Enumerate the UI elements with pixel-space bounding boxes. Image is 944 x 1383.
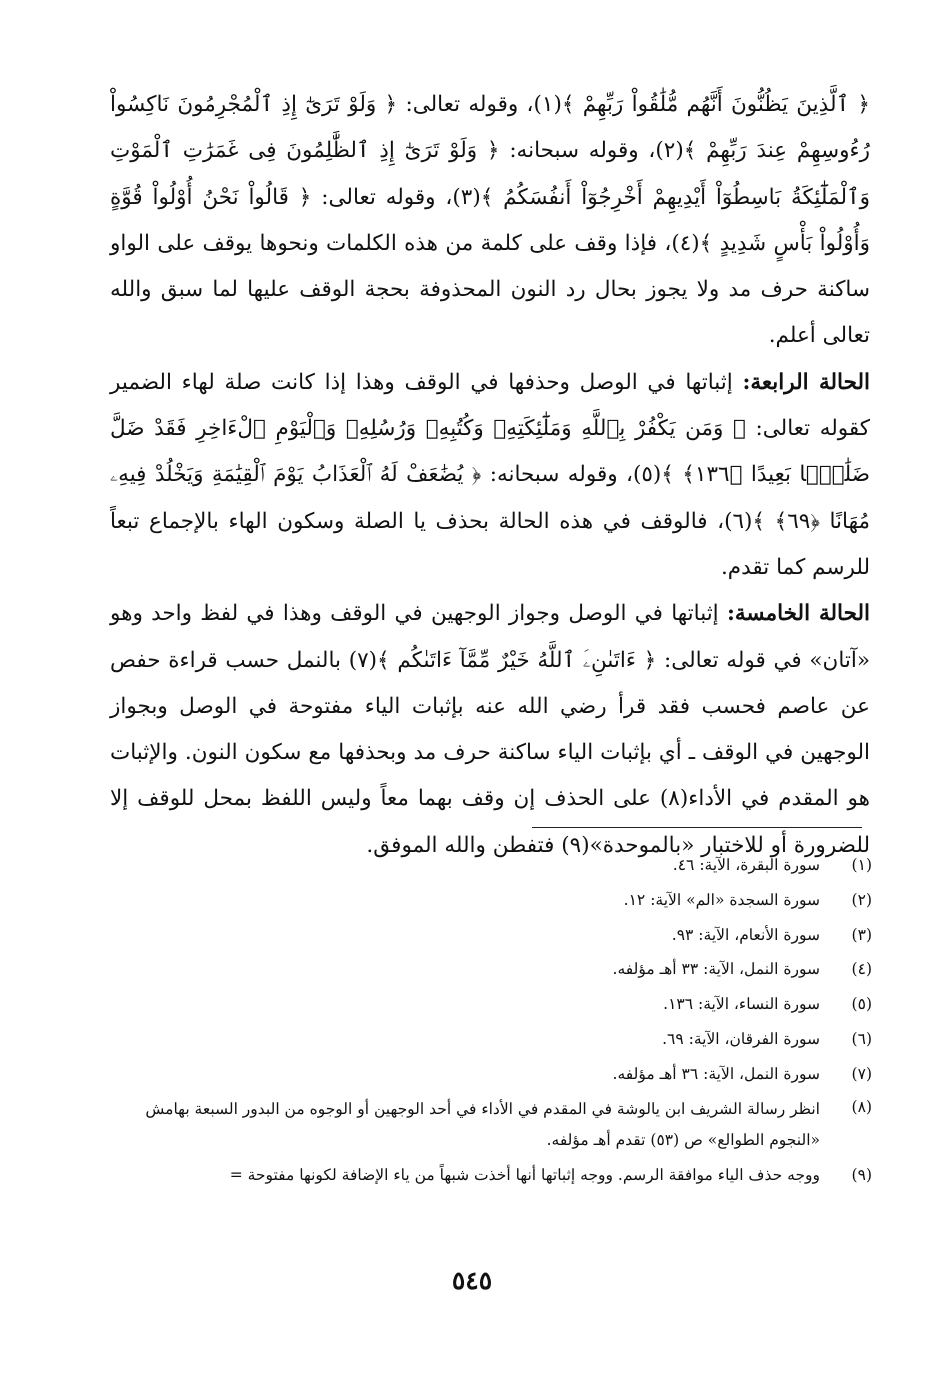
footnote <box>110 1057 872 1092</box>
footnote <box>110 952 872 987</box>
paragraph-text: إثباتها في الوصل وجواز الوجهين في الوقف وهذا في لفظ واحد وهو «آتان» في قوله تعالى: ﴿ ءَاتَىٰنِۦَ ٱللَّهُ خَيْرٌ مِّمَّآ ءَاتَىٰكُم ﴾(٧) بالنمل حسب قراءة حفص عن عاصم فحسب فقد قرأ رضي الله عنه بإثبات الياء مفتوحة في الوصل وبجواز الوجهين في الوقف ـ أي بإثبات الياء ساكنة حرف مد وبحذفها مع سكون النون. والإثبات هو المقدم في الأداء(٨) على الحذف إن وقف بهما معاً وليس اللفظ بمحل للوقف إلا للضرورة أو للاختبار «بالموحدة»(٩) فتفطن والله الموفق. <box>110 601 870 858</box>
footnote-text: سورة النمل، الآية: ٣٦ أهـ مؤلفه. <box>612 1064 820 1083</box>
footnote-number: (٧) <box>851 1064 872 1083</box>
footnote <box>110 883 872 918</box>
page-number: ٥٤٥ <box>451 1266 493 1295</box>
footnote-number: (١) <box>851 856 872 874</box>
footnote-number: (٩) <box>851 1165 872 1184</box>
footnote-text: ووجه حذف الياء موافقة الرسم. ووجه إثباتها أنها أخذت شبهاً من ياء الإضافة لكونها مفتوحة = <box>229 1165 820 1184</box>
footnote-separator <box>532 827 862 828</box>
paragraph-text: إثباتها في الوصل وحذفها في الوقف وهذا إذا كانت صلة لهاء الضمير كقوله تعالى: ﴿ وَمَن يَكْفُرْ بِٱللَّهِ وَمَلَٰٓئِكَتِهِۦ وَكُتُبِهِۦ وَرُسُلِهِۦ وَٱلْيَوْمِ ٱلْءَاخِرِ فَقَدْ ضَلَّ ضَلَٰلًۢا بَعِيدًا ﴿١٣٦﴾ ﴾(٥)، وقوله سبحانه: ﴿ يُضَٰعَفْ لَهُ ٱلْعَذَابُ يَوْمَ ٱلْقِيَٰمَةِ وَيَخْلُدْ فِيهِۦ مُهَانًا ﴿٦٩﴾ ﴾(٦)، فالوقف في هذه الحالة بحذف يا الصلة وسكون الهاء بالإجماع تبعاً للرسم كما تقدم. <box>110 369 871 580</box>
footnote-number: (٨) <box>851 1097 872 1116</box>
footnotes <box>110 848 872 1192</box>
footnote-text: سورة النمل، الآية: ٣٣ أهـ مؤلفه. <box>612 960 820 979</box>
paragraph-heading: الحالة الرابعة: <box>742 369 870 395</box>
footnote-text: انظر رسالة الشريف ابن يالوشة في المقدم في الأداء في أحد الوجهين أو الوجوه من البدور السبعة بهامش «النجوم الطوالع» ص (٥٣) تقدم أهـ مؤلفه. <box>145 1099 820 1149</box>
footnote <box>110 987 872 1022</box>
footnote <box>110 1092 872 1158</box>
footnote-number: (٢) <box>851 890 872 909</box>
footnote-text: سورة الفرقان، الآية: ٦٩. <box>662 1029 820 1048</box>
paragraph <box>110 360 870 591</box>
footnote-text: سورة السجدة «الم» الآية: ١٢. <box>623 890 820 909</box>
footnote-text: سورة البقرة، الآية: ٤٦. <box>672 856 820 874</box>
footnote-number: (٥) <box>851 995 872 1014</box>
paragraph <box>110 82 870 360</box>
footnote <box>110 1158 872 1193</box>
footnote-number: (٣) <box>851 925 872 944</box>
paragraph-heading: الحالة الخامسة: <box>726 601 870 627</box>
footnote-text: سورة النساء، الآية: ١٣٦. <box>663 995 820 1014</box>
footnote-number: (٦) <box>851 1029 872 1048</box>
paragraph-text: ﴿ ٱلَّذِينَ يَظُنُّونَ أَنَّهُم مُّلَٰقُواْ رَبِّهِمْ ﴾(١)، وقوله تعالى: ﴿ وَلَوْ تَرَىٰٓ إِذِ ٱلْمُجْرِمُونَ نَاكِسُواْ رُءُوسِهِمْ عِندَ رَبِّهِمْ ﴾(٢)، وقوله سبحانه: ﴿ وَلَوْ تَرَىٰٓ إِذِ ٱلظَّٰلِمُونَ فِى غَمَرَٰتِ ٱلْمَوْتِ وَٱلْمَلَٰٓئِكَةُ بَاسِطُوٓاْ أَيْدِيهِمْ أَخْرِجُوٓاْ أَنفُسَكُمُ ﴾(٣)، وقوله تعالى: ﴿ قَالُواْ نَحْنُ أُوْلُواْ قُوَّةٍ وَأُوْلُواْ بَأْسٍ شَدِيدٍ ﴾(٤)، فإذا وقف على كلمة من هذه الكلمات ونحوها يوقف على الواو ساكنة حرف مد ولا يجوز بحال رد النون المحذوفة بحجة الوقف عليها لما سبق والله تعالى أعلم. <box>110 92 870 349</box>
footnote-number: (٤) <box>851 960 872 979</box>
footnote <box>110 848 872 883</box>
footnote <box>110 918 872 953</box>
footnote <box>110 1022 872 1057</box>
main-text <box>110 82 870 869</box>
footnote-text: سورة الأنعام، الآية: ٩٣. <box>671 925 820 944</box>
